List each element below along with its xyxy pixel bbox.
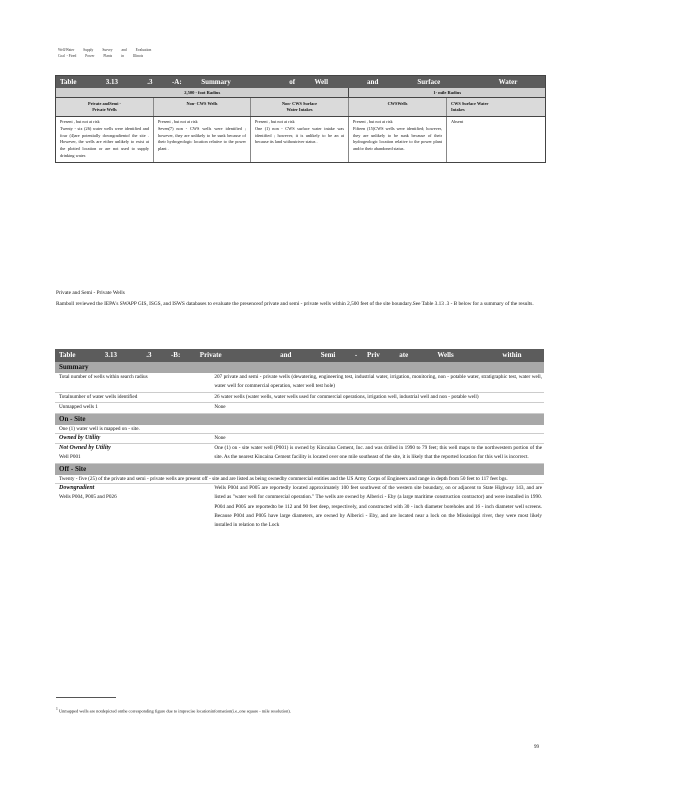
owned-value: None <box>214 434 226 441</box>
downgradient-sub: Wells P004, P005 and P026 <box>59 494 117 501</box>
footnote-marker: 1 <box>56 707 58 711</box>
cell-cws-intakes: Absent <box>451 119 464 124</box>
row-value: None <box>214 404 226 411</box>
page-number: 99 <box>534 745 539 750</box>
summary-table-title: Table 3.13 .3 -A: Summary of Well and Surface Water Intake Survey <box>56 76 545 88</box>
summary-column-headers <box>56 98 545 117</box>
col-cws-intakes: CWS Surface Water Intakes <box>451 101 489 112</box>
private-wells-paragraph: Private and Semi - Private Wells Ramboll reviewed the IEPA's SWAPP GIS, ISGS, and ISWS databases to evaluate the presenceof private and semi - private wells within 2,500 feet of the site boundary.See Table 3.13 .3 - B below for a summary of the results. <box>56 290 534 307</box>
section-on-site: On - Site <box>55 414 544 425</box>
not-owned-value: One (1) on - site water well (P001) is owned by Kincaina Cement, Inc. and was drilled in 1990 to 79 feet; this well maps to the northwestern portion of the site. As the nearest Kincaina Cement facility is located over one mile southeast of the site, it is likely that the reported location for this well is incorrect. <box>214 445 542 461</box>
radius-2500-label: 2,500 - foot Radius <box>56 88 349 97</box>
cell-non-cws-wells: Present , but not at risk Seven(7) non - CWS wells were identified ; however, they are unlikely to be sunk because of their hydrogeologic location relative to the power plant . <box>154 117 251 162</box>
table-row <box>55 393 544 403</box>
header-line-2: Coal - Fired Power Plants in Illinois <box>58 54 144 58</box>
not-owned-sub: Well P001 <box>59 454 81 461</box>
row-label: Unmapped wells 1 <box>59 404 98 411</box>
radius-1mile-label: 1- mile Radius <box>433 90 462 95</box>
downgradient-cell <box>55 484 214 531</box>
col-cws-wells: CWSWells <box>349 98 447 116</box>
row-label: Totalnumber of water wells identified <box>59 393 138 400</box>
col-non-cws-intakes: Non- CWS Surface Water Intakes <box>251 98 349 116</box>
summary-table <box>55 75 636 163</box>
section-summary: Summary <box>55 362 544 373</box>
footnote-separator <box>56 697 116 698</box>
section-off-site: Off - Site <box>55 464 544 475</box>
private-wells-table <box>55 349 689 531</box>
cell-cws-wells: Present , but not at risk Fifteen (15)CWS wells were identified; however, they are unlikely to be sunk because of their hydrogeologic location relative to the power plant and/or their abandoned status. <box>349 117 447 162</box>
row-label: Total number of wells within search radius <box>59 374 148 380</box>
table-row <box>55 434 544 444</box>
table-row <box>55 444 544 464</box>
footnote <box>56 705 546 715</box>
table-row <box>55 403 544 413</box>
table-row <box>55 373 544 393</box>
col-non-cws-wells: Non- CWS Wells <box>154 98 251 116</box>
cell-private-wells: Present , but not at risk Twenty - six (26) water wells were identified and four (4)are potentially downgradientof the site . However, the wells are either unlikely to exist at the plotted location or are not used to supply drinking water. <box>56 117 154 162</box>
private-wells-table-title: Table 3.13 .3 -B: Private and Semi - Priv ate Wells within 2,500 - foot Radius <box>55 349 544 362</box>
page-header <box>58 47 151 59</box>
on-site-note: One (1) water well is mapped on - site. <box>55 425 544 434</box>
off-site-note: Twenty - five (25) of the private and semi - private wells are present off - site and are listed as being ownedby commercial entities and the US Army Corps of Engineers and range in depth from 50 feet to 117 feet bgs. <box>55 475 544 484</box>
table-row <box>55 484 544 531</box>
radius-header-row <box>56 88 545 98</box>
downgradient-value: Wells P004 and P005 are reportedly located approximately 100 feet southwest of the western site boundary, on or adjacent to State Highway 143, and are listed as "water well for commercial operation." The wells are owned by Alberici - Eby (a large maritime construction contractor) and were installed in 1990. P004 and P005 are reportedto be 112 and 90 feet deep, respectively, and constructed with 30 - inch diameter boreholes and 16 - inch diameter well screens. Because P004 and P005 have large diameters, are owned by Alberici - Eby, and are located near a lock on the Mississippi river, they were most likely installed in relation to the Lock <box>214 484 542 529</box>
row-value: 26 water wells (water wells, water wells used for commercial operations, irrigation well, industrial well and non - potable well) <box>214 393 479 400</box>
row-value: 207 private and semi - private wells (dewatering, engineering test, industrial water, irrigation, monitoring, non - potable water, stratigraphic test, water well, water well for commercial operation, water well test hole) <box>214 374 542 390</box>
owned-label: Owned by Utility <box>59 434 101 441</box>
cell-non-cws-intakes: Present , but not at risk One (1) non - CWS surface water intake was identified ; however, it is unlikely to be an at because its land withoutriver status . <box>251 117 349 162</box>
downgradient-label: Downgradient <box>59 484 95 491</box>
not-owned-label: Not Owned by Utility <box>59 445 111 452</box>
not-owned-cell <box>55 444 214 463</box>
col-private-wells: Private andSemi - Private Wells <box>56 98 154 116</box>
summary-row <box>56 117 545 162</box>
footnote-text: Unmapped wells are notdepicted onthe corresponding figure due to imprecise locationinformation(i.e.,one square - mile resolution). <box>58 708 291 714</box>
header-line-1: Well/Water Supply Survey and Evaluation <box>58 48 152 52</box>
